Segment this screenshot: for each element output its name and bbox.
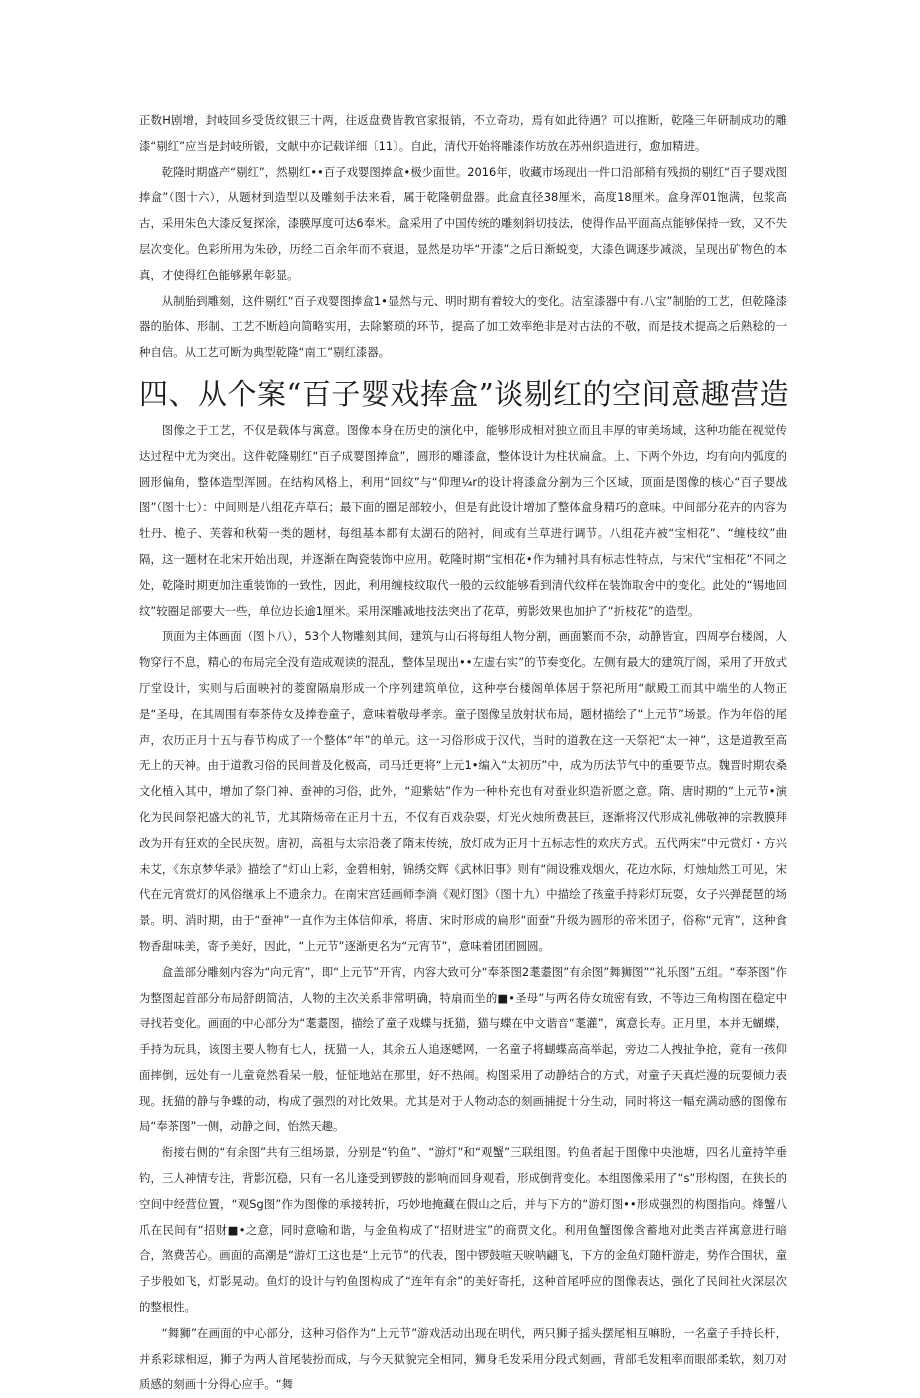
body-paragraph: 顶面为主体画面（图卜八），53个人物雕刻其间，建筑与山石将每组人物分割，画面繁而不杂，动静皆宜，四周亭台楼阁，人物穿行不息，精心的布局完全没有造成观读的混乱，整体呈现出••左虚右实”的节奏变化。左侧有最大的建筑厅阁，采用了开放式厅堂设计，实则与后面映衬的菱窗隔扇形成一个序列建筑单位，这种亭台楼阁单体居于祭祀所用“献殿工而其中端坐的人物正是“圣母，在其周围有奉茶侍女及捧卷童子，意味着敬母孝亲。童子图像呈放射状布局，题材描绘了“上元节”场景。作为年俗的尾声，农历正月十五与春节构成了一个整体“年”的单元。这一习俗形成于汉代，当时的道教在这一天祭祀“太一神”，这是道教至高无上的天神。由于道教习俗的民间普及化极高，司马迁更将“上元1•编入“太初历”中，成为历法节气中的重要节点。魏晋时期农桑文化植入其中，增加了祭门神、蚕神的习俗，此外，“迎紫姑”作为一种朴充也有对蚕业织造祈愿之意。隋、唐时期的“上元节•演化为民间祭祀盛大的礼节，尤其隋炀帝在正月十五，不仅有百戏杂耍，灯光火烛所费甚巨，逐渐将汉代形成礼佛敬神的宗教膜拜改为开有狂欢的全民庆贺。唐初，高祖与太宗沿袭了隋末传统，放灯成为正月十五标志性的欢庆方式。五代两宋“中元赏灯・方兴未艾，《东京梦华录》描绘了“灯山上彩，金碧相射，锦绣交辉《武林旧事》则有“闹设雅戏烟火，花边水际，灯烛灿然工可见，宋代在元宵赏灯的风俗继承上不遗余力。在南宋宫廷画师李淌《观灯图》（图十九）中描绘了孩童手持彩灯玩耍，女子兴弹琵琶的场景。明、消时期，由于“蚕神”一直作为主体信仰承，将唐、宋时形成的扁形“面蚕”升级为圆形的帝米团子，俗称“元宵”，这种食物香甜味美，寄予美好，因此，“上元节”逐渐更名为“元宵节”，意味着团团圆圆。 [139,629,787,953]
article-body [139,108,790,1398]
body-paragraph: 从制胎到雕刻，这件剔红“百子戏婴图捧盒1•显然与元、明时期有着较大的变化。洁室漆器中有.八宝”制胎的工艺，但乾隆漆器的胎体、形制、工艺不断趋向简略实用，去除繁琐的环节，提高了加工效率绝非是对古法的不敬，而是技术提高之后熟稔的一种自信。从工艺可断为典型乾隆“南工”剔红漆器。 [139,293,787,360]
body-paragraph: 乾隆时期盛产“剔红”，然剔红••百子戏婴图捧盒•极少面世。2016年，收藏市场现出一件口沿部稍有残损的剔红“百子婴戏图捧盒”（图十六），从题材到造型以及雕刻手法来看，属于乾隆朝盘器。此盒直径38厘米，高度18厘米。盒身浑01饱满，包浆高古，采用朱色大漆反复探涂，漆膜厚度可达6奉米。盒采用了中国传统的雕刻斜切技法，使得作品平面高点能够保持一致，又不失层次变化。色彩所用为朱砂，历经二百余年而不衰退，显然是功毕“开漆”之后日渐蜕变，大漆色调逐步减淡，呈现出矿物色的本真，才使得红色能够累年彰显。 [139,164,787,282]
body-paragraph: “舞狮”在画面的中心部分，这种习俗作为“上元节”游戏活动出现在明代，两只狮子摇头摆尾相互嘛盼，一名童子手持长杆，并系彩球相逗，狮子为两人首尾装扮而成，与今天狱貌完全相同，狮身毛发采用分段式刻画，背部毛发粗率而眼部柔软，刻刀对质感的刻画十分得心应手。“舞 [139,1325,787,1392]
body-paragraph: 图像之于工艺，不仅是载体与寓意。图像本身在历史的演化中，能够形成相对独立而且丰厚的审美场域，这种功能在视觉传达过程中尤为突出。这件乾隆剔红“百子成婴图捧盒”，圆形的雕漆盒，整体设计为柱状扁盒。上、下两个外边，均有向内弧度的圆形偏角，整体造型浑圆。在结构风格上，利用“回纹”与“仰理¼r的设计将漆盒分割为三个区域，顶面是图像的核心“百子婴战图”（图十七）：中间则是八组花卉草石；最下面的圈足部较小，但是有此设计增加了整体盒身精巧的意味。中间部分花卉的内容为牡丹、桅子、芙蓉和秋菊一类的题材，每组基本都有太湖石的陪衬，间或有兰草进行调节。八组花卉被“宝相花”、“缠枝纹”曲隔，这一题材在北宋开始出现，并逐渐在陶瓷装饰中应用。乾隆时期“宝相花•作为辅衬具有标志性特点，与宋代“宝相花”不同之处，乾隆时期更加注重装饰的一致性，因此，利用缠枝纹取代一般的云纹能够看到清代纹样在装饰取舍中的变化。此处的“锡地回纹”较圈足部要大一些，单位边长逾1厘米。采用深雕减地技法突出了花草，剪影效果也加护了“折枝花”的造型。 [139,422,787,618]
body-paragraph: 盒盖部分雕刻内容为“向元宵”，即“上元节”开宵，内容大致可分“奉茶图2耄耋图”有余图”舞狮图”“礼乐图”五组。“奉茶图”作为整图起首部分布局舒朗简洁，人物的主次关系非常明确，特扇而坐的■•圣母”与两名侍女琉密有致，不等边三角构图在稳定中寻找若变化。画面的中心部分为“耄耋图，描绘了童子戏蝶与抚猫，猫与蝶在中文谐音“耄灌”，寓意长寿。正月里，本并无蝴蝶，手持为玩具，该图主要人物有七人，抚猫一人，其余五人追逐蟋网，一名童子将蝴蝶高高举起，旁边二人拽扯争抢，竟有一孩仰面摔倒，远处有一儿童竟然看呆一般，怔怔地站在那里，好不热闹。构图采用了动静结合的方式，对童子天真烂漫的玩耍倾力表现。抚猫的静与争蝶的动，构成了强烈的对比效果。尤其是对于人物动态的刻画捕捉十分生动，同时将这一幅充满动感的图像布局“奉茶图”一侧，动静之间，怡然天趣。 [139,964,787,1134]
body-paragraph: 衔接右侧的“有余图”共有三组场景，分别是“钓鱼”、“游灯”和“观蟹”三联组图。钓鱼者起于图像中央池塘，四名儿童持竿垂钓，三人神情专注，背影沉稳，只有一名儿逢受到锣鼓的影响而回身观看，形成倒背变化。本组图像采用了“s”形构图，在狭长的空间中经营位置，“观Sg图”作为图像的承接转折，巧妙地掩藏在假山之后，并与下方的“游灯图••形成强烈的构图指向。烽蟹八爪在民间有“招财■•之意，同时意喻和谐，与金鱼构成了“招财进宝”的商贾文化。利用鱼蟹图像含蓄地对此类吉祥寓意进行暗合，煞费苦心。画面的高潮是“游灯工这也是“上元节”的代表，图中锣鼓喧天唳呐翩飞，下方的金鱼灯随杆游走，势作合围状，童子步般如飞，灯影晃动。鱼灯的设计与钓鱼图构成了“连年有余”的美好寄托，这种首尾呼应的图像表达，强化了民间社火深层次的整根性。 [139,1145,787,1315]
body-paragraph: 正数H剧增，封岐回乡受货纹银三十两，往返盘费皆教官家报销，不立奇功，焉有如此待遇？可以推断，乾隆三年研制成功的雕漆“剔红”应当是封岐所锻，文献中亦记载详细〔11〕。自此，清代开始将雕漆作坊放在苏州织造进行，愈加精进。 [139,113,787,153]
section-heading: 四、从个案“百子婴戏捧盒”谈剔红的空间意趣营造 [139,376,790,411]
